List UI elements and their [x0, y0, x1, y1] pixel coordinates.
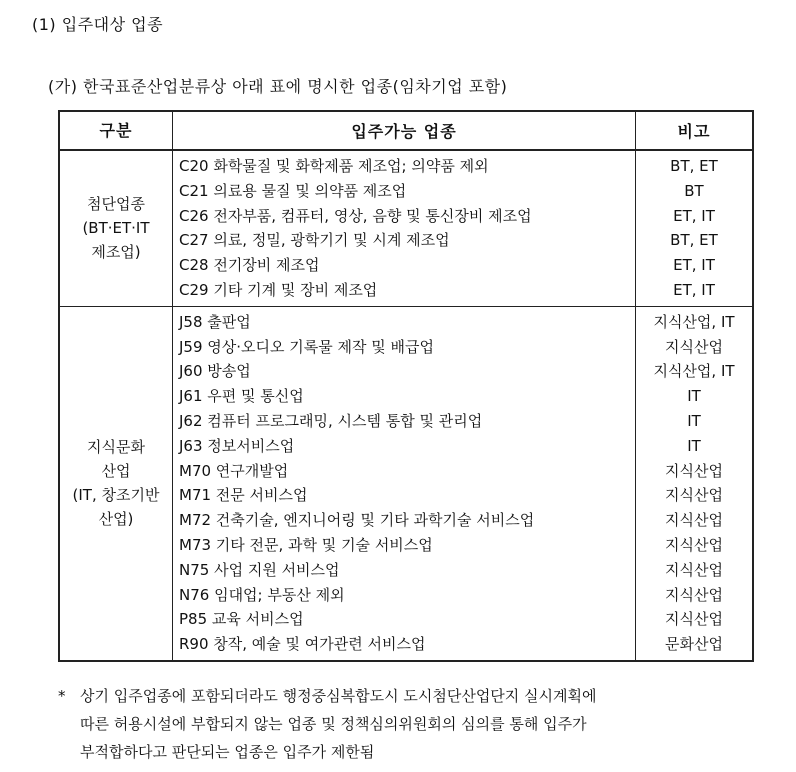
category-label: (IT, 창조기반 [72, 486, 160, 505]
industry-item: J62 컴퓨터 프로그래밍, 시스템 통합 및 관리업 [179, 411, 483, 430]
note-item: ET, IT [673, 206, 715, 225]
note-item: 지식산업, IT [653, 312, 735, 331]
note-item: 지식산업 [665, 337, 723, 356]
category-label: 산업 [101, 462, 131, 481]
note-item: IT [687, 411, 701, 430]
industry-cell [173, 306, 636, 661]
note-cell [636, 150, 754, 306]
category-label: 첨단업종 [87, 195, 145, 214]
note-item: BT, ET [670, 157, 718, 175]
note-item: ET, IT [673, 280, 715, 299]
industry-item: P85 교육 서비스업 [179, 610, 304, 629]
note-item: 지식산업 [665, 585, 723, 604]
footnote-marker: * [58, 687, 66, 705]
industry-cell [173, 150, 636, 306]
note-item: IT [687, 436, 701, 455]
header-industry: 입주가능 업종 [173, 111, 636, 150]
footnote-line: 부적합하다고 판단되는 업종은 입주가 제한됨 [80, 743, 375, 761]
industry-item: C29 기타 기계 및 장비 제조업 [179, 280, 378, 299]
table-row [59, 306, 753, 661]
footnote-line: 상기 입주업종에 포함되더라도 행정중심복합도시 도시첨단산업단지 실시계획에 [80, 687, 597, 705]
industry-item: C21 의료용 물질 및 의약품 제조업 [179, 181, 407, 200]
industry-item: M70 연구개발업 [179, 461, 289, 480]
category-label: 지식문화 [87, 438, 145, 457]
industry-item: R90 창작, 예술 및 여가관련 서비스업 [179, 635, 426, 654]
header-note: 비고 [636, 111, 754, 150]
subsection-heading: (가) 한국표준산업분류상 아래 표에 명시한 업종(임차기업 포함) [48, 77, 508, 96]
industry-table [58, 110, 754, 662]
note-item: 지식산업 [665, 511, 723, 530]
note-item: 지식산업 [665, 486, 723, 505]
note-item: 지식산업 [665, 535, 723, 554]
note-item: ET, IT [673, 256, 715, 275]
category-cell [59, 306, 173, 661]
industry-item: M71 전문 서비스업 [179, 486, 308, 505]
note-item: 지식산업 [665, 461, 723, 480]
category-label: (BT·ET·IT [82, 219, 150, 238]
industry-item: N75 사업 지원 서비스업 [179, 560, 340, 579]
industry-item: M72 건축기술, 엔지니어링 및 기타 과학기술 서비스업 [179, 511, 535, 530]
table-header-row [59, 111, 753, 150]
note-cell [636, 306, 754, 661]
section-heading: (1) 입주대상 업종 [32, 15, 164, 34]
table-row [59, 150, 753, 306]
industry-item: C26 전자부품, 컴퓨터, 영상, 음향 및 통신장비 제조업 [179, 206, 532, 225]
industry-item: M73 기타 전문, 과학 및 기술 서비스업 [179, 535, 433, 554]
category-label: 산업) [98, 510, 134, 529]
industry-item: J63 정보서비스업 [179, 436, 295, 455]
industry-item: J59 영상·오디오 기록물 제작 및 배급업 [179, 337, 434, 356]
industry-item: J61 우편 및 통신업 [179, 387, 304, 406]
category-label: 제조업) [91, 243, 141, 262]
note-item: IT [687, 387, 701, 406]
note-item: 지식산업 [665, 610, 723, 629]
note-item: 지식산업 [665, 560, 723, 579]
note-item: 지식산업, IT [653, 362, 735, 381]
footnote-line: 따른 허용시설에 부합되지 않는 업종 및 정책심의위원회의 심의를 통해 입주가 [80, 715, 587, 733]
industry-item: N76 임대업; 부동산 제외 [179, 585, 345, 604]
header-category: 구분 [59, 111, 173, 150]
industry-item: J60 방송업 [179, 362, 251, 381]
note-item: BT [684, 181, 704, 200]
note-item: 문화산업 [665, 635, 723, 654]
industry-item: C27 의료, 정밀, 광학기기 및 시계 제조업 [179, 231, 450, 250]
note-item: BT, ET [670, 231, 718, 250]
industry-item: C28 전기장비 제조업 [179, 256, 320, 275]
industry-item: C20 화학물질 및 화학제품 제조업; 의약품 제외 [179, 157, 489, 175]
category-cell [59, 150, 173, 306]
footnote [58, 682, 762, 766]
industry-item: J58 출판업 [179, 312, 251, 331]
